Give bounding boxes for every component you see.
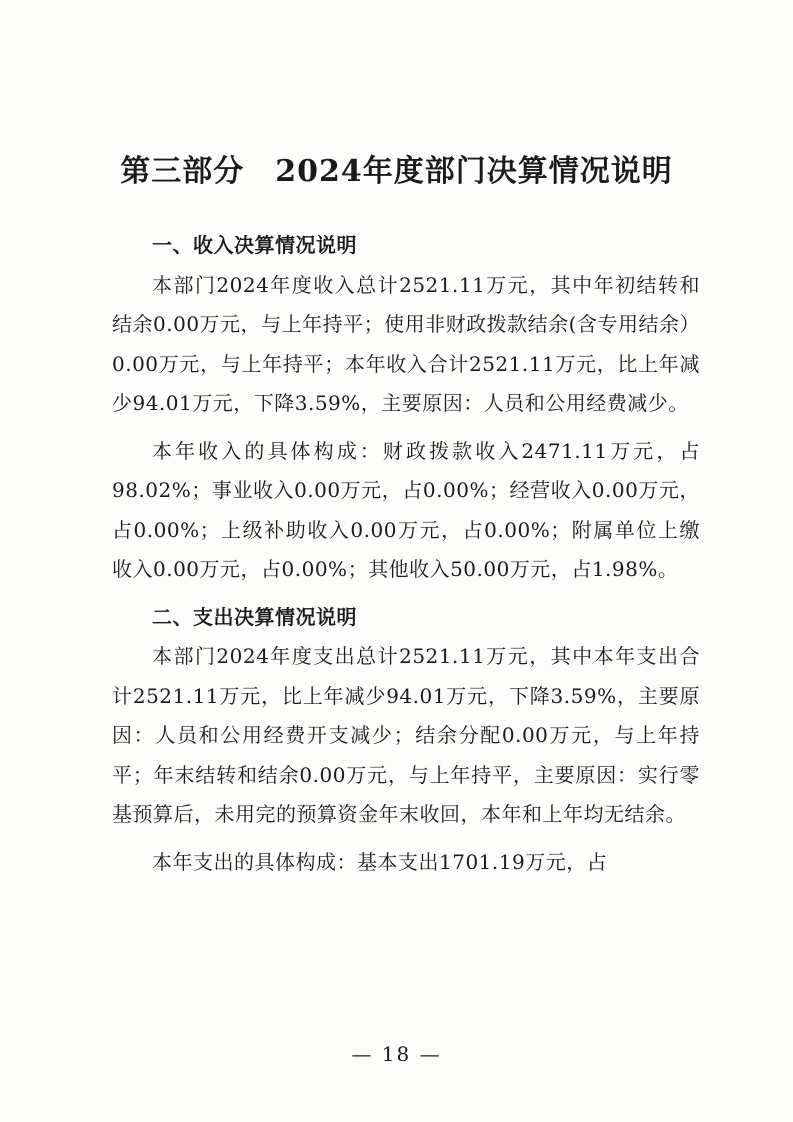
paragraph-expenditure-composition: 本年支出的具体构成：基本支出1701.19万元，占: [152, 849, 608, 874]
paragraph-income-composition: 本年收入的具体构成：财政拨款收入2471.11万元，占98.02%；事业收入0.00万元，占0.00%；经营收入0.00万元，占0.00%；上级补助收入0.00万元，占0.00%；附属单位上缴收入0.00万元，占0.00%；其他收入50.00万元，占1.98%。: [112, 438, 700, 581]
section-income: [112, 226, 700, 590]
page-title: 第三部分 2024年度部门决算情况说明: [120, 154, 673, 189]
paragraph-income-summary: 本部门2024年度收入总计2521.11万元，其中年初结转和结余0.00万元，与上年持平；使用非财政拨款结余(含专用结余）0.00万元，与上年持平；本年收入合计2521.11万元，比上年减少94.01万元，下降3.59%，主要原因：人员和公用经费减少。: [112, 272, 700, 415]
section-heading-expenditure: 二、支出决算情况说明: [152, 604, 357, 629]
paragraph-expenditure-summary: 本部门2024年度支出总计2521.11万元，其中本年支出合计2521.11万元，比上年减少94.01万元，下降3.59%，主要原因：人员和公用经费开支减少；结余分配0.00万元，与上年持平；年末结转和结余0.00万元，与上年持平，主要原因：实行零基预算后，未用完的预算资金年末收回，本年和上年均无结余。: [112, 644, 700, 826]
section-expenditure: [112, 598, 700, 883]
document-body: [112, 226, 700, 890]
page-number: — 18 —: [351, 1042, 442, 1066]
section-heading-income: 一、收入决算情况说明: [152, 233, 357, 257]
